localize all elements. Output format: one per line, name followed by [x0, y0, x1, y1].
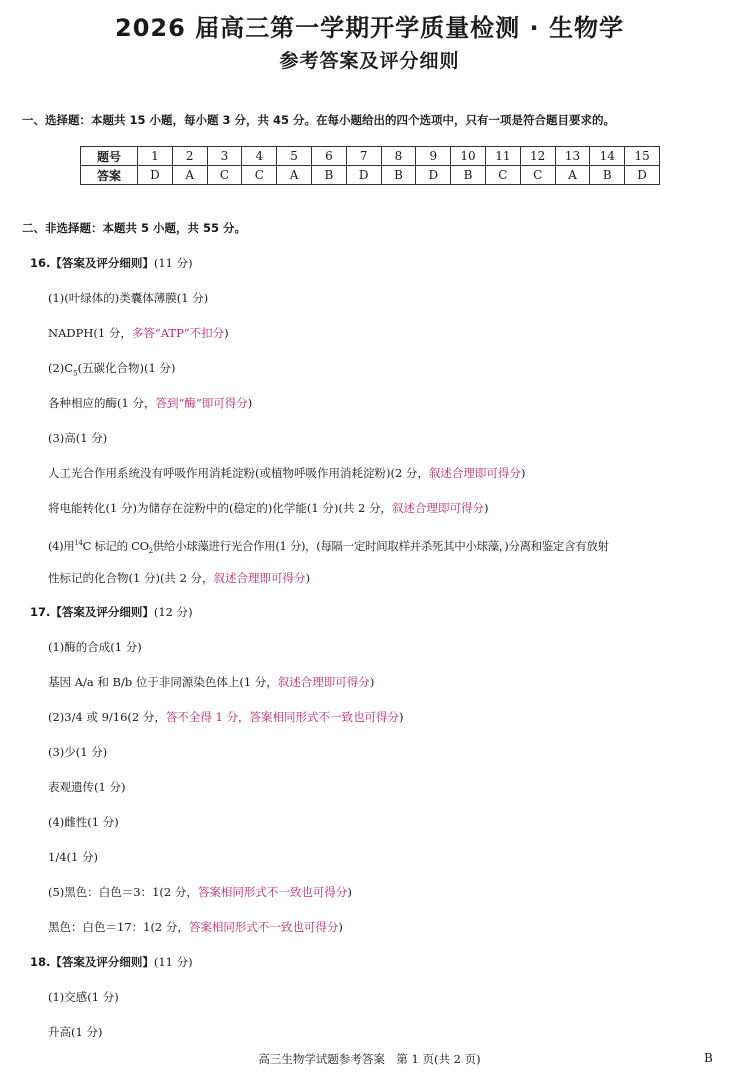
question-number: 4 [242, 147, 277, 166]
q17-line-6: (4)雌性(1 分) [48, 815, 119, 829]
q17-line-1: (1)酶的合成(1 分) [48, 640, 142, 654]
q16-heading: 16.【答案及评分细则】(11 分) [30, 256, 193, 270]
question-number: 10 [451, 147, 486, 166]
answer-cell: A [277, 166, 312, 185]
q16-line-5: (3)高(1 分) [48, 431, 108, 445]
q17-line-3: (2)3/4 或 9/16(2 分，答不全得 1 分，答案相同形式不一致也可得分) [48, 710, 404, 724]
answer-cell: C [485, 166, 520, 185]
row-label-answer: 答案 [81, 166, 138, 185]
scoring-note: 答不全得 1 分，答案相同形式不一致也可得分 [165, 710, 400, 724]
q17-line-8: (5)黑色：白色＝3：1(2 分，答案相同形式不一致也可得分) [48, 885, 352, 899]
answer-cell: C [520, 166, 555, 185]
question-number: 1 [138, 147, 173, 166]
answer-cell: D [416, 166, 451, 185]
answer-cell: D [138, 166, 173, 185]
answer-cell: B [311, 166, 346, 185]
answer-cell: B [451, 166, 486, 185]
question-number: 14 [590, 147, 625, 166]
answer-cell: B [590, 166, 625, 185]
q16-line-7: 将电能转化(1 分)为储存在淀粉中的(稳定的)化学能(1 分)(共 2 分，叙述合理即可得分) [48, 501, 489, 515]
q18-line-2: 升高(1 分) [48, 1025, 103, 1039]
q17-line-9: 黑色：白色＝17：1(2 分，答案相同形式不一致也可得分) [48, 920, 343, 934]
page-footer: 高三生物学试题参考答案 第 1 页(共 2 页) [258, 1052, 481, 1066]
answer-table [80, 146, 660, 185]
page-title: 2026 届高三第一学期开学质量检测 · 生物学 [115, 14, 624, 42]
answer-cell: D [346, 166, 381, 185]
q16-line-4: 各种相应的酶(1 分，答到“酶”即可得分) [48, 396, 253, 410]
q17-heading: 17.【答案及评分细则】(12 分) [30, 605, 193, 619]
q16-line-9: 性标记的化合物(1 分)(共 2 分，叙述合理即可得分) [48, 571, 311, 585]
question-number: 13 [555, 147, 590, 166]
question-number: 9 [416, 147, 451, 166]
answer-cell: B [381, 166, 416, 185]
page-subtitle: 参考答案及评分细则 [279, 50, 460, 72]
q16-line-8: (4)用$^{14}$C 标记的 $CO_2$供给小球藻进行光合作用(1 分)，(每隔一定时间取样并杀死其中小球藻，)分离和鉴定含有放射 [48, 538, 609, 556]
scoring-note: 答案相同形式不一致也可得分 [197, 885, 348, 899]
question-number: 6 [311, 147, 346, 166]
question-number: 8 [381, 147, 416, 166]
scoring-note: 叙述合理即可得分 [213, 571, 306, 585]
section-2-heading: 二、非选择题：本题共 5 小题，共 55 分。 [22, 221, 247, 235]
answer-cell: D [625, 166, 660, 185]
answer-cell: C [207, 166, 242, 185]
answer-cell: A [555, 166, 590, 185]
answer-cell: C [242, 166, 277, 185]
q17-line-7: 1/4(1 分) [48, 850, 98, 864]
question-number: 7 [346, 147, 381, 166]
section-1-heading: 一、选择题：本题共 15 小题，每小题 3 分，共 45 分。在每小题给出的四个选项中，只有一项是符合题目要求的。 [22, 113, 616, 127]
scoring-note: 叙述合理即可得分 [391, 501, 484, 515]
question-number: 5 [277, 147, 312, 166]
answer-cell: A [172, 166, 207, 185]
scoring-note: 答到“酶”即可得分 [155, 396, 248, 410]
scoring-note: 答案相同形式不一致也可得分 [188, 920, 339, 934]
q16-line-6: 人工光合作用系统没有呼吸作用消耗淀粉(或植物呼吸作用消耗淀粉)(2 分，叙述合理即可得分) [48, 466, 526, 480]
q17-line-2: 基因 A/a 和 B/b 位于非同源染色体上(1 分，叙述合理即可得分) [48, 675, 375, 689]
q16-line-3: $(2)C_5$(五碳化合物)(1 分) [48, 361, 176, 378]
q17-line-4: (3)少(1 分) [48, 745, 108, 759]
row-label-number: 题号 [81, 147, 138, 166]
scoring-note: 叙述合理即可得分 [277, 675, 370, 689]
answer-table-answer-row [81, 166, 660, 185]
answer-table-number-row [81, 147, 660, 166]
question-number: 15 [625, 147, 660, 166]
q18-heading: 18.【答案及评分细则】(11 分) [30, 955, 193, 969]
q17-line-5: 表观遗传(1 分) [48, 780, 126, 794]
question-number: 2 [172, 147, 207, 166]
q18-line-1: (1)交感(1 分) [48, 990, 119, 1004]
question-number: 3 [207, 147, 242, 166]
question-number: 12 [520, 147, 555, 166]
version-label: B [704, 1051, 713, 1065]
scoring-note: 多答“ATP”不扣分 [131, 326, 225, 340]
scoring-note: 叙述合理即可得分 [428, 466, 521, 480]
q16-line-2: NADPH(1 分，多答“ATP”不扣分) [48, 326, 229, 340]
q16-line-1: (1)(叶绿体的)类囊体薄膜(1 分) [48, 291, 209, 305]
question-number: 11 [485, 147, 520, 166]
